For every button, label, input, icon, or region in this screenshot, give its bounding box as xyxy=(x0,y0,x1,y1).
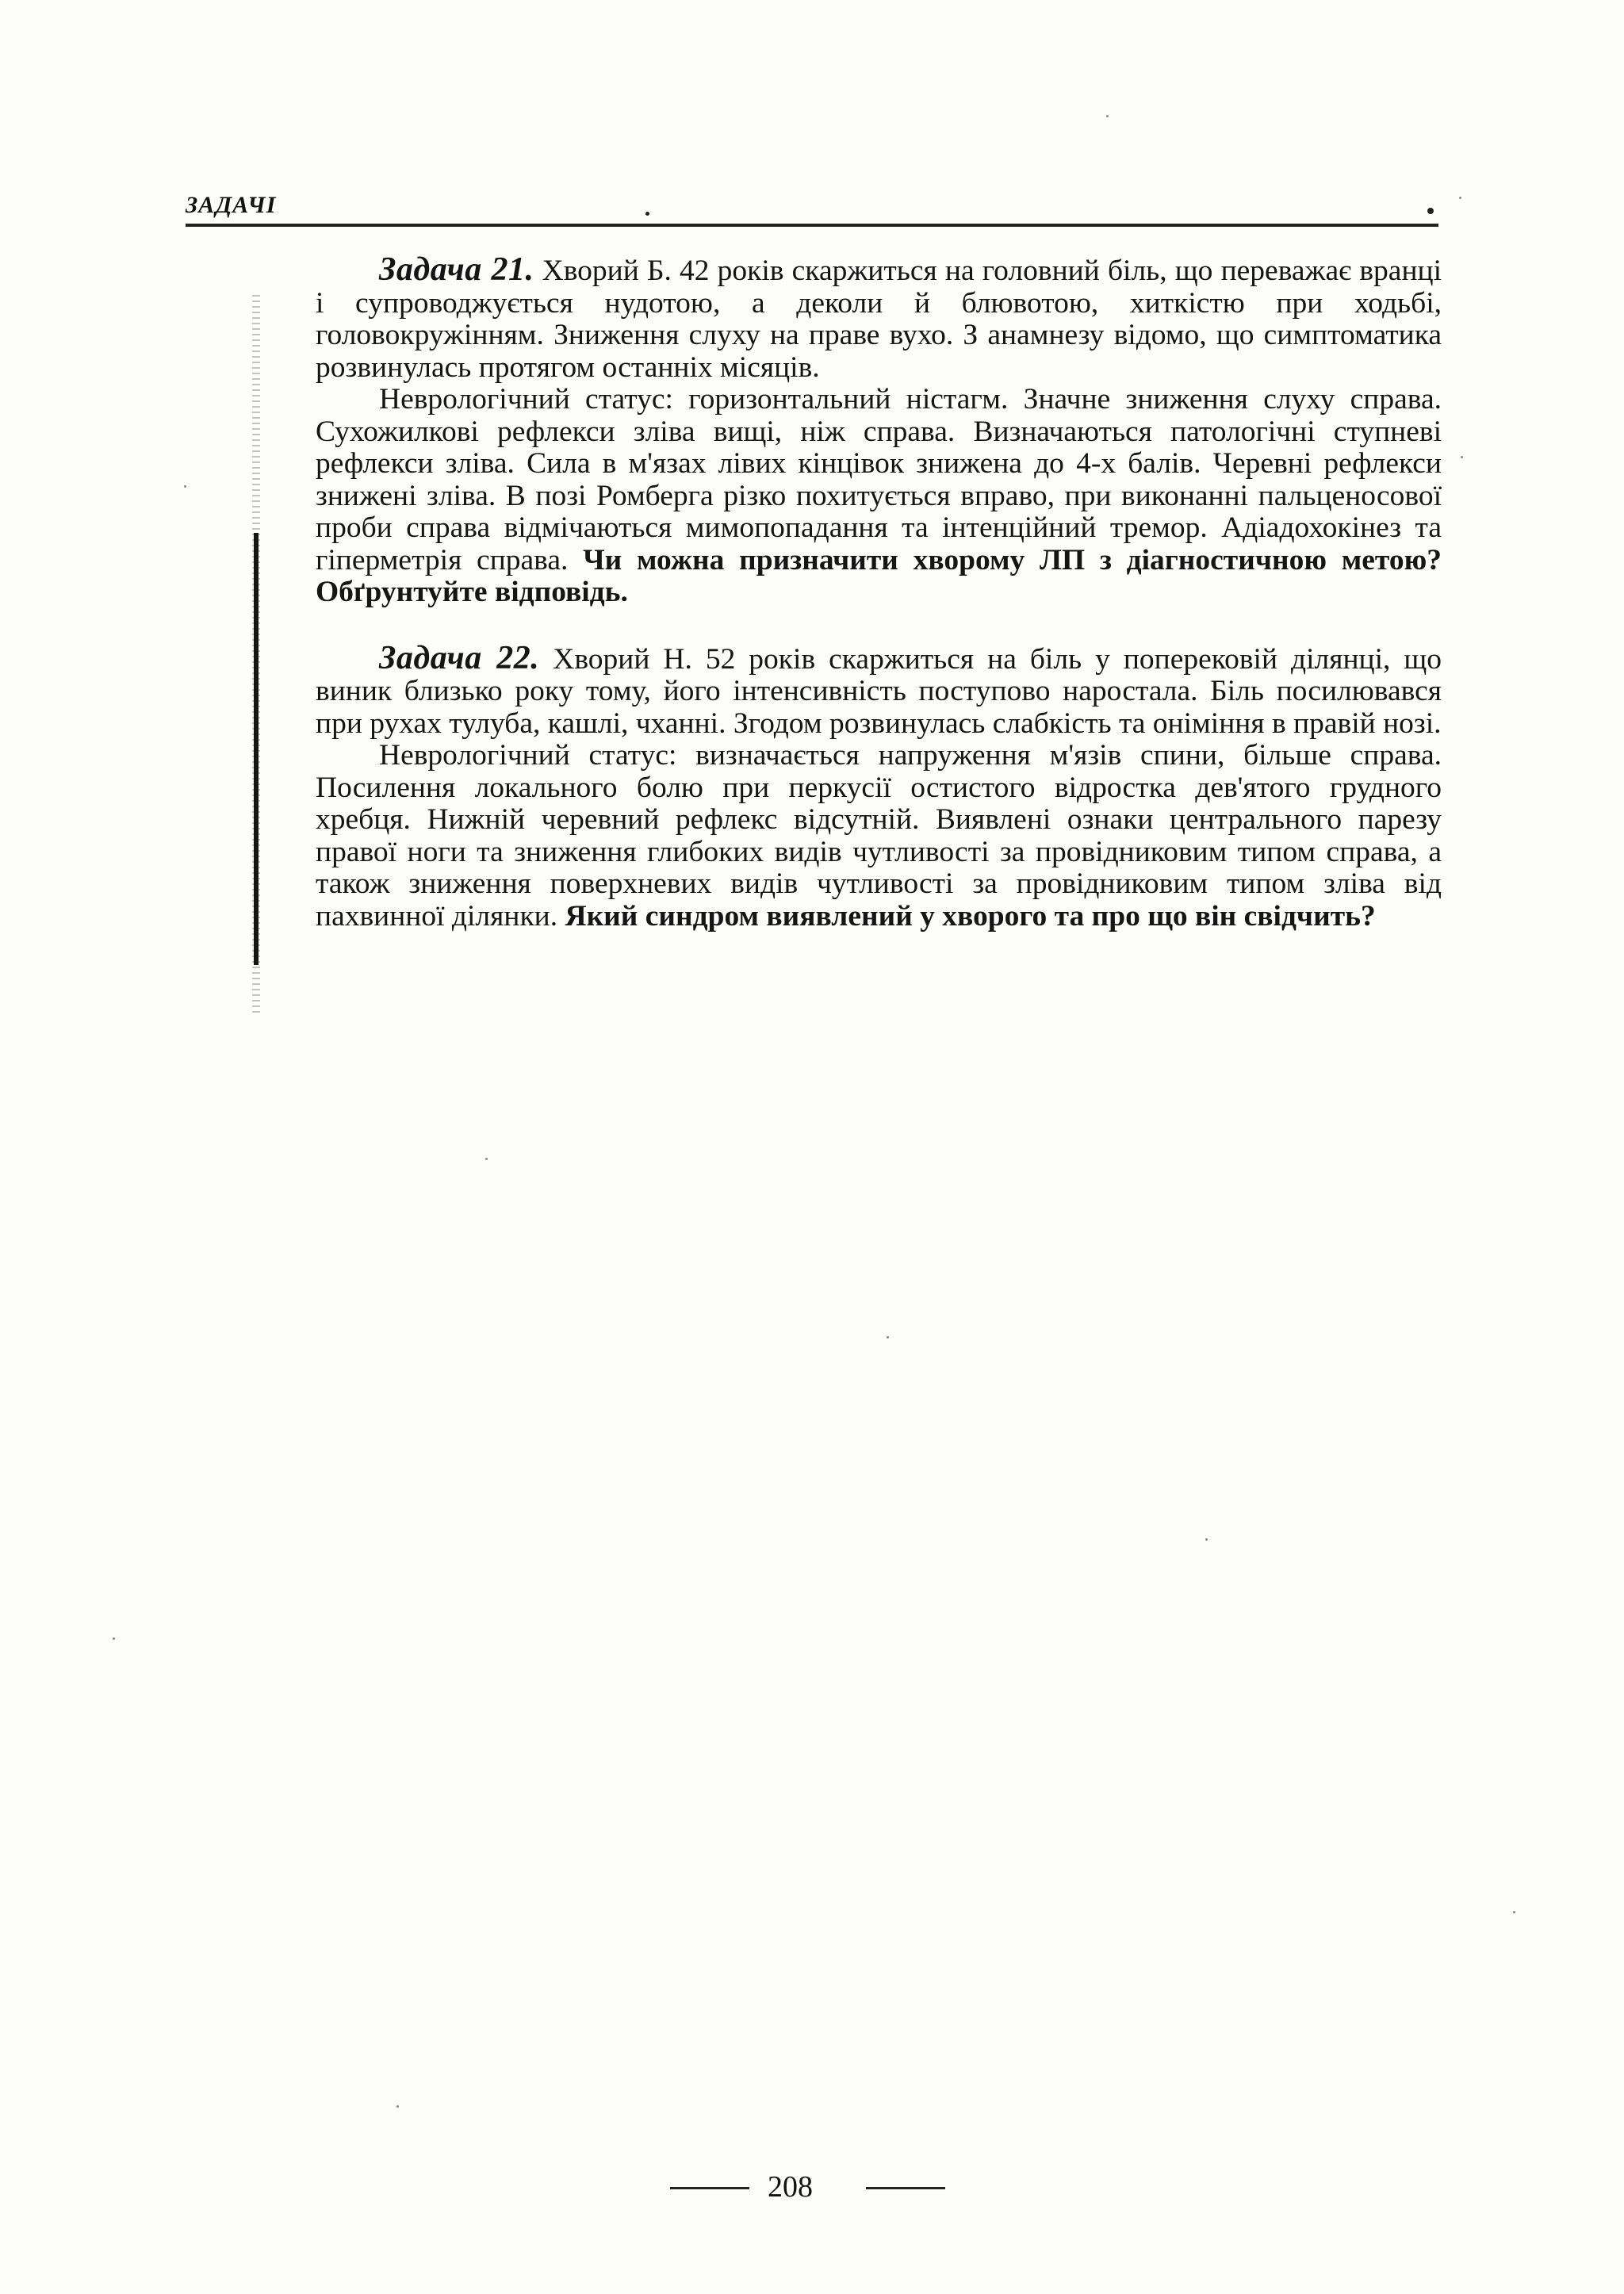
scan-speck xyxy=(113,1637,115,1640)
task-22-question: Який синдром виявлений у хворого та про що він свідчить? xyxy=(565,899,1376,933)
task-21-question: Чи можна призначити хворому ЛП з діагностичною метою? Обґрунтуйте відповідь. xyxy=(316,543,1442,608)
scan-speck xyxy=(1461,456,1463,458)
running-title: ЗАДАЧІ xyxy=(186,192,277,218)
task-22-complaint-paragraph xyxy=(316,639,1442,741)
task-22-status-paragraph xyxy=(316,740,1442,933)
scan-speck xyxy=(1106,115,1109,117)
scan-binding-edge xyxy=(252,295,260,1013)
scan-speck xyxy=(1513,1911,1515,1913)
page-footer xyxy=(0,2163,1624,2211)
task-21-status: Неврологічний статус: горизонтальний ністагм. Значне зниження слуху справа. Сухожилкові рефлекси зліва вищі, ніж справа. Визначаються патологічні ступневі рефлекси зліва. Сила в м'язах лівих кінцівок знижена до 4-х балів. Черевні рефлекси знижені зліва. В позі Ромберга різко похитується вправо, при виконанні пальценосової проби справа відмічаються мимопопадання та інтенційний тремор. Адіадохокінез та гіперметрія справа. xyxy=(316,383,1442,576)
scan-speck xyxy=(184,485,186,488)
binding-shadow xyxy=(254,533,259,965)
task-22-complaint: Хворий Н. 52 років скаржиться на біль у поперековій ділянці, що виник близько року тому, його інтенсивність поступово наростала. Біль посилювався при рухах тулуба, кашлі, чханні. Згодом розвинулась слабкість та оніміння в правій нозі. xyxy=(316,642,1442,740)
task-22-status: Неврологічний статус: визначається напруження м'язів спини, більше справа. Посилення локального болю при перкусії остистого відростка дев'ятого грудного хребця. Нижній черевний рефлекс відсутній. Виявлені ознаки центрального парезу правої ноги та зниження глибоких видів чутливості за провідниковим типом справа, а також зниження поверхневих видів чутливості за провідниковим типом зліва від пахвинної ділянки. xyxy=(316,739,1442,933)
running-header xyxy=(186,179,1438,227)
task-22-heading: Задача 22. xyxy=(379,639,540,676)
scan-speck xyxy=(1459,197,1461,199)
page-number: 208 xyxy=(768,2170,813,2204)
header-dot xyxy=(645,212,649,216)
footer-rule-left xyxy=(670,2187,749,2189)
task-21-complaint: Хворий Б. 42 років скаржиться на головний біль, що переважає вранці і супроводжується нудотою, а деколи й блювотою, хиткістю при ходьбі, головокружінням. Зниження слуху на праве вухо. З анамнезу відомо, що симптоматика розвинулась протягом останніх місяців. xyxy=(316,255,1442,384)
header-dot xyxy=(1427,208,1434,214)
scan-speck xyxy=(485,1158,488,1160)
task-21-complaint-paragraph xyxy=(316,251,1442,384)
task-21 xyxy=(316,251,1442,609)
task-21-status-paragraph xyxy=(316,384,1442,609)
task-21-heading: Задача 21. xyxy=(379,251,534,288)
page-body xyxy=(316,251,1442,933)
footer-rule-right xyxy=(866,2187,945,2189)
scan-speck xyxy=(887,1336,889,1338)
scan-speck xyxy=(1205,1538,1208,1541)
scan-speck xyxy=(396,2105,399,2108)
task-22 xyxy=(316,639,1442,933)
